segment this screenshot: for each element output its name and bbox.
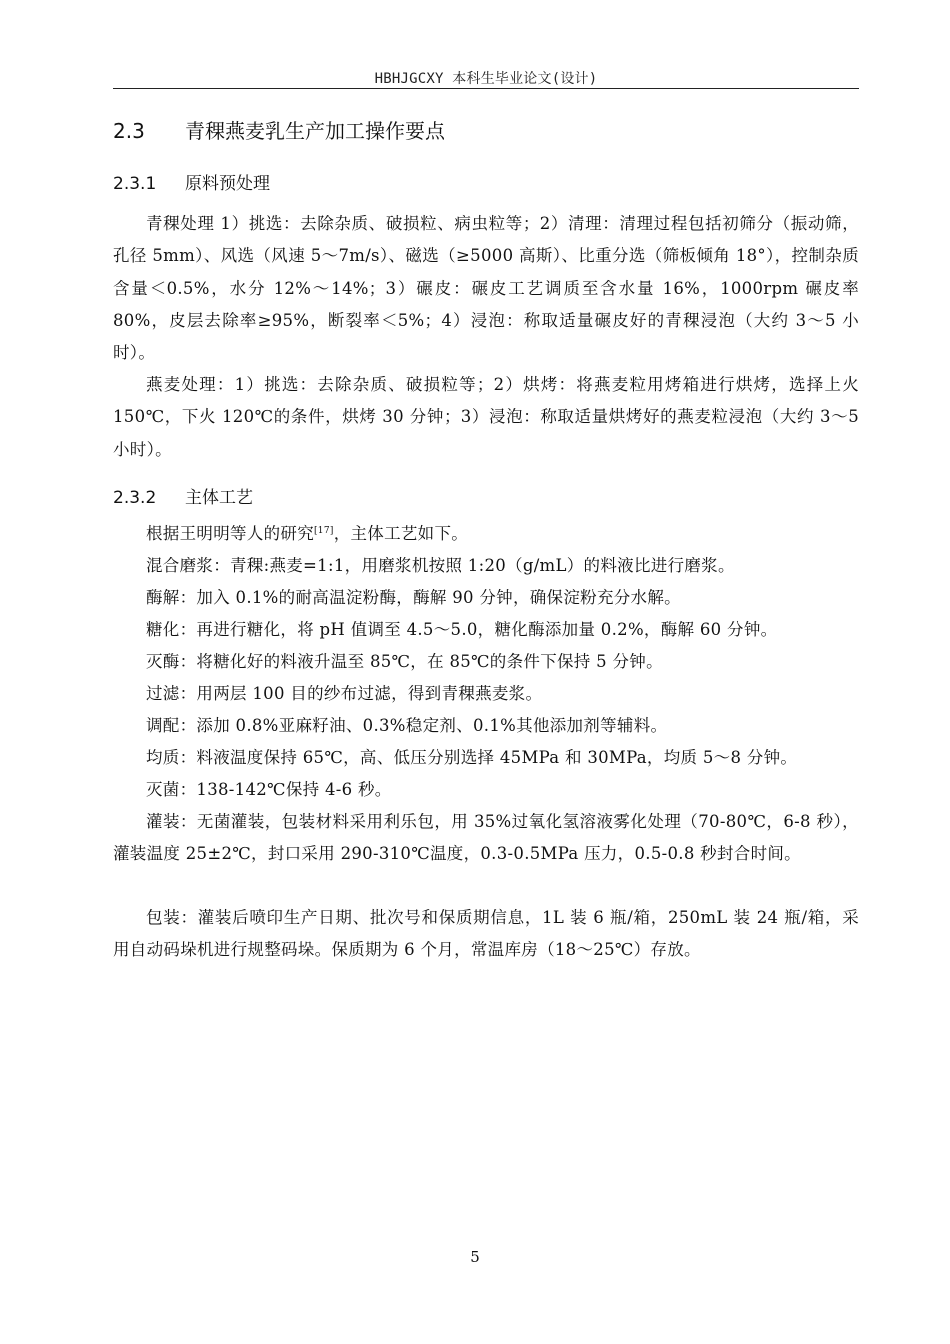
subsection-heading-1	[113, 172, 270, 196]
step-enzymolysis: 酶解：加入 0.1%的耐高温淀粉酶，酶解 90 分钟，确保淀粉充分水解。	[146, 588, 681, 607]
step-blending: 调配：添加 0.8%亚麻籽油、0.3%稳定剂、0.1%其他添加剂等辅料。	[146, 716, 668, 735]
subsection-number-2: 2.3.2	[113, 488, 157, 508]
section-number: 2.3	[113, 119, 145, 143]
subsection-title-2: 主体工艺	[185, 488, 253, 508]
step-saccharification: 糖化：再进行糖化，将 pH 值调至 4.5～5.0，糖化酶添加量 0.2%，酶解 60 分钟。	[146, 620, 778, 639]
paragraph-qingke-processing: 青稞处理 1）挑选：去除杂质、破损粒、病虫粒等；2）清理：清理过程包括初筛分（振动筛，孔径 5mm）、风选（风速 5～7m/s）、磁选（≥5000 高斯）、比重分选（筛板倾角 18°），控制杂质含量＜0.5%，水分 12%～14%；3）碾皮：碾皮工艺调质至含水量 16%，1000rpm 碾皮率 80%，皮层去除率≥95%，断裂率＜5%；4）浸泡：称取适量碾皮好的青稞浸泡（大约 3～5 小时）。	[113, 214, 859, 363]
paragraph-oat-processing: 燕麦处理：1）挑选：去除杂质、破损粒等；2）烘烤：将燕麦粒用烤箱进行烘烤，选择上火 150℃，下火 120℃的条件，烘烤 30 分钟；3）浸泡：称取适量烘烤好的燕麦粒浸泡（大约 3～5 小时）。	[113, 375, 859, 459]
step-homogenization: 均质：料液温度保持 65℃，高、低压分别选择 45MPa 和 30MPa，均质 5～8 分钟。	[146, 748, 798, 767]
subsection-heading-2	[113, 486, 253, 510]
intro-end: ，主体工艺如下。	[333, 524, 469, 543]
paragraph-packaging: 包装：灌装后喷印生产日期、批次号和保质期信息，1L 装 6 瓶/箱，250mL 装 24 瓶/箱，采用自动码垛机进行规整码垛。保质期为 6 个月，常温库房（18～25℃）存放。	[113, 908, 859, 960]
section-title: 青稞燕麦乳生产加工操作要点	[185, 119, 445, 143]
step-enzyme-inactivation: 灭酶：将糖化好的料液升温至 85℃，在 85℃的条件下保持 5 分钟。	[146, 652, 663, 671]
running-header: HBHJGCXY 本科生毕业论文(设计)	[374, 71, 598, 87]
citation-ref: [17]	[314, 526, 334, 536]
header-rule	[113, 88, 859, 89]
page-number: 5	[470, 1248, 480, 1266]
paragraph-filling: 灌装：无菌灌装，包装材料采用利乐包，用 35%过氧化氢溶液雾化处理（70-80℃，6-8 秒），灌装温度 25±2℃，封口采用 290-310℃温度，0.3-0.5MPa 压力，0.5-0.8 秒封合时间。	[113, 812, 859, 864]
step-filtration: 过滤：用两层 100 目的纱布过滤，得到青稞燕麦浆。	[146, 684, 543, 703]
step-sterilization: 灭菌：138-142℃保持 4-6 秒。	[146, 780, 392, 799]
intro-text: 根据王明明等人的研究	[146, 524, 314, 543]
subsection-number-1: 2.3.1	[113, 174, 157, 194]
step-mixing: 混合磨浆：青稞:燕麦=1:1，用磨浆机按照 1:20（g/mL）的料液比进行磨浆。	[146, 556, 735, 575]
subsection-title-1: 原料预处理	[185, 174, 270, 194]
main-process-intro	[146, 522, 468, 546]
section-heading	[113, 118, 445, 144]
